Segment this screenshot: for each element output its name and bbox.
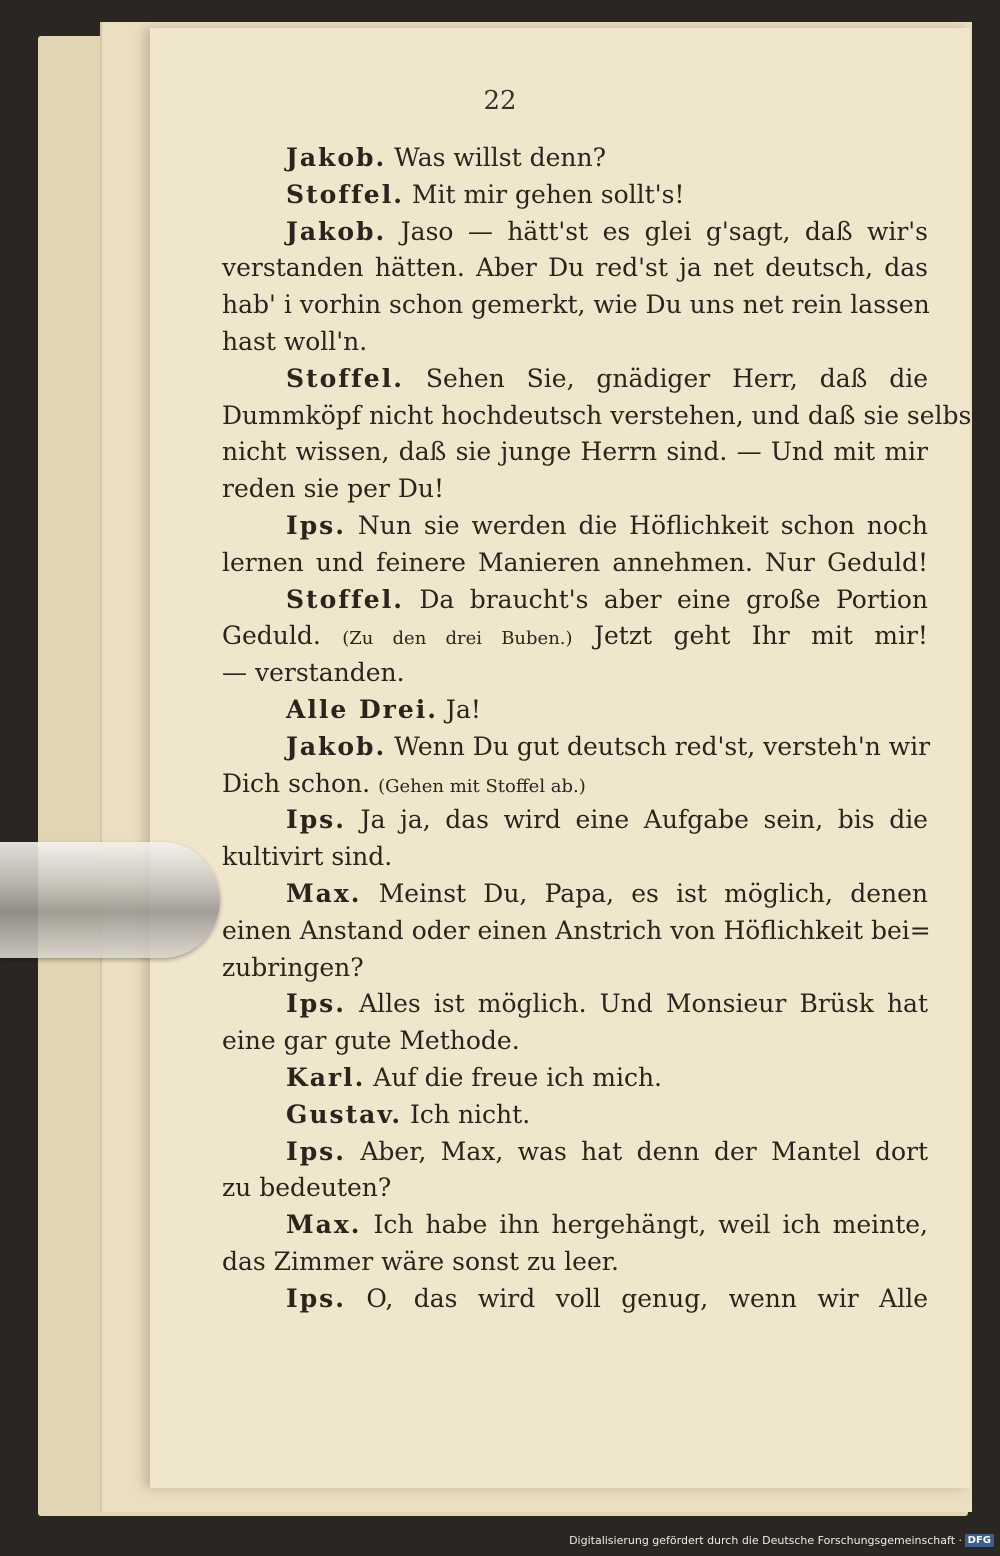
line-text: Ja! bbox=[445, 694, 481, 724]
speaker-name: Max. bbox=[286, 1210, 362, 1240]
line-text: Dich schon. bbox=[222, 768, 371, 798]
line-text: Aber, Max, was hat denn der Mantel dort bbox=[360, 1136, 928, 1166]
text-line bbox=[222, 177, 928, 214]
text-line bbox=[222, 1134, 928, 1171]
speaker-name: Ips. bbox=[286, 1283, 346, 1313]
text-line bbox=[222, 1207, 928, 1244]
text-line bbox=[222, 1023, 928, 1060]
text-line bbox=[222, 1097, 928, 1134]
text-line bbox=[222, 398, 982, 435]
line-text: einen Anstand oder einen Anstrich von Höflichkeit bei= bbox=[222, 915, 931, 945]
line-text: Alles ist möglich. Und Monsieur Brüsk hat bbox=[359, 989, 928, 1019]
line-text: nicht wissen, daß sie junge Herrn sind. — Und mit mir bbox=[222, 437, 928, 467]
line-text: kultivirt sind. bbox=[222, 842, 393, 872]
line-text: hast woll'n. bbox=[222, 326, 368, 356]
line-text: das Zimmer wäre sonst zu leer. bbox=[222, 1246, 619, 1276]
line-text: — verstanden. bbox=[222, 658, 405, 688]
line-text: zubringen? bbox=[222, 952, 364, 982]
line-text: Sehen Sie, gnädiger Herr, daß die bbox=[425, 363, 929, 393]
text-line bbox=[222, 214, 928, 251]
text-line bbox=[222, 802, 928, 839]
text-line bbox=[222, 287, 928, 324]
line-text: Was willst denn? bbox=[394, 143, 606, 172]
text-line bbox=[222, 250, 928, 287]
text-line bbox=[222, 913, 931, 950]
line-text: Ja ja, das wird eine Aufgabe sein, bis die bbox=[360, 805, 928, 835]
text-line bbox=[222, 1244, 928, 1281]
text-line bbox=[222, 986, 928, 1023]
line-text: zu bedeuten? bbox=[222, 1173, 392, 1203]
speaker-name: Jakob. bbox=[286, 143, 387, 172]
text-line bbox=[222, 545, 928, 582]
text-line bbox=[222, 508, 928, 545]
speaker-name: Stoffel. bbox=[286, 179, 404, 209]
text-line bbox=[222, 839, 928, 876]
text-line bbox=[222, 655, 928, 692]
line-text: Auf die freue ich mich. bbox=[373, 1062, 662, 1092]
speaker-name: Jakob. bbox=[286, 731, 387, 761]
speaker-name: Ips. bbox=[286, 510, 346, 540]
speaker-name: Gustav. bbox=[286, 1099, 403, 1129]
speaker-name: Max. bbox=[286, 878, 362, 908]
speaker-name: Stoffel. bbox=[286, 363, 404, 393]
text-line bbox=[222, 361, 928, 398]
line-text: Geduld. bbox=[222, 621, 321, 651]
line-text: Mit mir gehen sollt's! bbox=[411, 179, 685, 209]
line-text: verstanden hätten. Aber Du red'st ja net deutsch, das bbox=[222, 253, 928, 283]
text-line bbox=[222, 1281, 928, 1318]
line-text-continued: Jetzt geht Ihr mit mir! bbox=[593, 621, 928, 651]
text-line bbox=[222, 729, 931, 766]
speaker-name: Ips. bbox=[286, 1136, 346, 1166]
text-line bbox=[222, 692, 928, 729]
line-text: hab' i vorhin schon gemerkt, wie Du uns net rein lassen bbox=[222, 290, 930, 320]
text-line bbox=[222, 1170, 928, 1207]
text-line bbox=[222, 582, 928, 619]
footer-credit: Digitalisierung gefördert durch die Deutsche Forschungsgemeinschaft · bbox=[569, 1534, 962, 1547]
speaker-name: Alle Drei. bbox=[286, 694, 438, 724]
line-text: lernen und feinere Manieren annehmen. Nur Geduld! bbox=[222, 547, 928, 577]
line-text: O, das wird voll genug, wenn wir Alle bbox=[366, 1283, 929, 1313]
line-text: Dummköpf nicht hochdeutsch verstehen, und daß sie selbst bbox=[222, 400, 982, 430]
line-text: reden sie per Du! bbox=[222, 474, 445, 504]
line-text: Ich nicht. bbox=[410, 1099, 531, 1129]
footer-bar bbox=[0, 1526, 1000, 1556]
speaker-name: Stoffel. bbox=[286, 584, 404, 614]
text-line bbox=[222, 766, 928, 803]
text-line bbox=[222, 1060, 928, 1097]
line-text: Da braucht's aber eine große Portion bbox=[419, 584, 928, 614]
speaker-name: Ips. bbox=[286, 805, 346, 835]
text-line bbox=[222, 324, 928, 361]
line-text: eine gar gute Methode. bbox=[222, 1026, 520, 1056]
text-line bbox=[222, 950, 928, 987]
stage-direction: (Gehen mit Stoffel ab.) bbox=[378, 775, 586, 797]
line-text: Jaso — hätt'st es glei g'sagt, daß wir's bbox=[400, 216, 928, 246]
line-text: Wenn Du gut deutsch red'st, versteh'n wir bbox=[394, 731, 931, 761]
speaker-name: Jakob. bbox=[286, 216, 387, 246]
line-text: Nun sie werden die Höflichkeit schon noch bbox=[357, 510, 928, 540]
line-text: Ich habe ihn hergehängt, weil ich meinte, bbox=[373, 1210, 929, 1240]
speaker-name: Karl. bbox=[286, 1062, 366, 1092]
bookmark-clip bbox=[0, 842, 220, 958]
dfg-logo-icon: DFG bbox=[965, 1534, 994, 1547]
text-line bbox=[222, 876, 928, 913]
page-text bbox=[222, 140, 982, 1318]
text-line bbox=[222, 618, 928, 655]
text-line bbox=[222, 140, 928, 177]
speaker-name: Ips. bbox=[286, 989, 346, 1019]
stage-direction: (Zu den drei Buben.) bbox=[342, 628, 573, 650]
line-text: Meinst Du, Papa, es ist möglich, denen bbox=[378, 878, 928, 908]
page-number: 22 bbox=[483, 86, 517, 116]
text-line bbox=[222, 434, 928, 471]
text-line bbox=[222, 471, 928, 508]
